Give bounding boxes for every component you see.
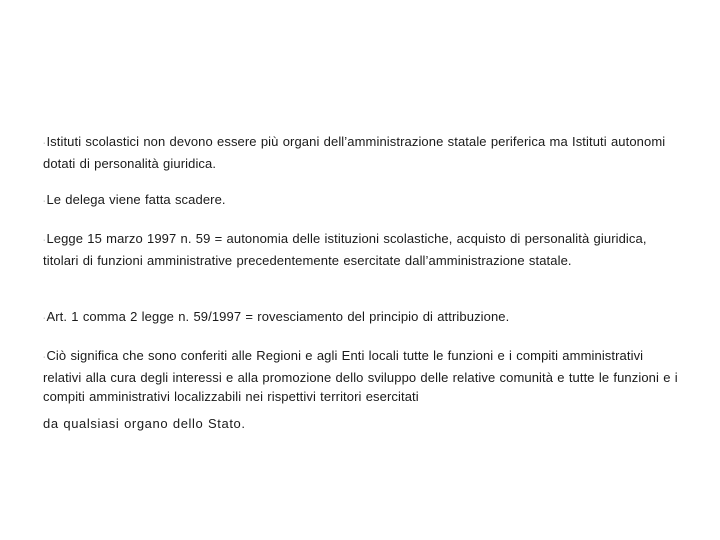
- bullet-marker: ·: [43, 315, 46, 322]
- paragraph-delega: [43, 190, 683, 212]
- bullet-marker: ·: [43, 140, 46, 147]
- paragraph-art-1-comma-2: [43, 307, 683, 329]
- paragraph-text: Istituti scolastici non devono essere più organi dell’amministrazione statale periferica ma Istituti autonomi dotati di personalità giuridica.: [43, 134, 666, 171]
- paragraph-text: Legge 15 marzo 1997 n. 59 = autonomia delle istituzioni scolastiche, acquisto di personalità giuridica, titolari di funzioni amministrative precedentemente esercitate dall’amministrazione statale.: [43, 231, 647, 268]
- paragraph-text: Le delega viene fatta scadere.: [46, 192, 226, 207]
- bullet-marker: ·: [43, 198, 46, 205]
- bullet-marker: ·: [43, 237, 46, 244]
- paragraph-conferimento-funzioni: [43, 346, 683, 433]
- paragraph-text: Art. 1 comma 2 legge n. 59/1997 = rovesciamento del principio di attribuzione.: [46, 309, 510, 324]
- paragraph-istituti-autonomi: [43, 132, 683, 173]
- paragraph-last-line: da qualsiasi organo dello Stato.: [43, 416, 246, 431]
- bullet-marker: ·: [43, 354, 46, 361]
- paragraph-legge-59-1997: [43, 229, 683, 270]
- paragraph-text: Ciò significa che sono conferiti alle Regioni e agli Enti locali tutte le funzioni e i compiti amministrativi relativi alla cura degli interessi e alla promozione dello sviluppo delle relative comunità e tutte le funzioni e i compiti amministrativi localizzabili nei rispettivi territori esercitati: [43, 348, 678, 404]
